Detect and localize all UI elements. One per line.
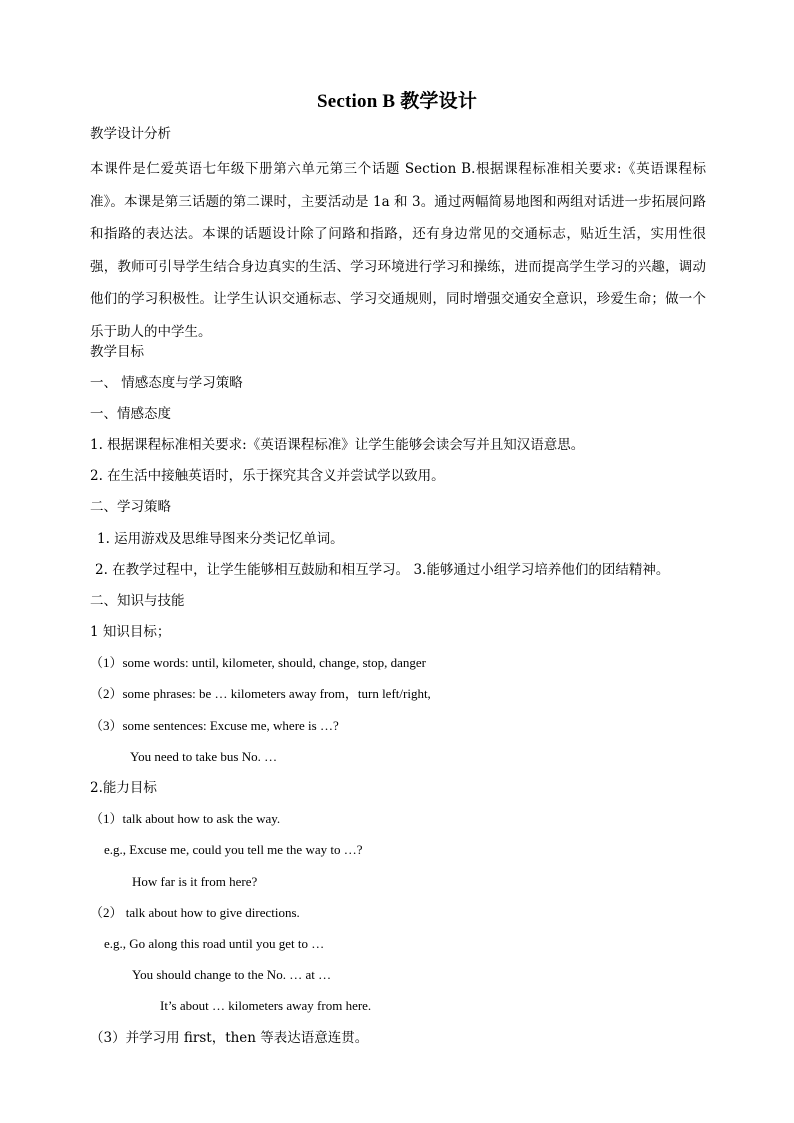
sub1-item-2: 2. 在生活中接触英语时，乐于探究其含义并尝试学以致用。: [90, 468, 445, 484]
ability-item-2-example: e.g., Go along this road until you get to …: [104, 936, 325, 951]
sub2-heading: 二、学习策略: [90, 499, 171, 515]
knowledge-item-3: （3）some sentences: Excuse me, where is …?: [90, 718, 339, 733]
section1-heading: 一、 情感态度与学习策略: [90, 375, 243, 391]
ability-item-2-example-3: It’s about … kilometers away from here.: [160, 998, 372, 1013]
analysis-heading: 教学设计分析: [90, 126, 171, 142]
ability-item-1-example: e.g., Excuse me, could you tell me the way to …?: [104, 842, 363, 857]
sub1-heading: 一、情感态度: [90, 406, 171, 422]
sub2-item-2: 2. 在教学过程中，让学生能够相互鼓励和相互学习。 3.能够通过小组学习培养他们的团结精神。: [95, 562, 670, 578]
ability-item-1: （1）talk about how to ask the way.: [90, 811, 281, 826]
document-title: Section B 教学设计: [316, 91, 478, 112]
ability-heading: 2.能力目标: [90, 780, 157, 796]
knowledge-item-2: （2）some phrases: be … kilometers away from，turn left/right,: [90, 686, 431, 701]
sub2-item-1: 1. 运用游戏及思维导图来分类记忆单词。: [97, 531, 344, 547]
ability-item-2-example-2: You should change to the No. … at …: [132, 967, 332, 982]
ability-item-1-example-2: How far is it from here?: [132, 874, 258, 889]
knowledge-item-1: （1）some words: until, kilometer, should, change, stop, danger: [90, 655, 426, 670]
knowledge-item-3-continued: You need to take bus No. …: [130, 749, 278, 764]
section2-heading: 二、知识与技能: [90, 593, 185, 609]
knowledge-heading: 1 知识目标；: [90, 624, 171, 640]
goals-heading: 教学目标: [90, 344, 144, 360]
analysis-paragraph: 本课件是仁爱英语七年级下册第六单元第三个话题 Section B.根据课程标准相关要求:《英语课程标准》。本课是第三话题的第二课时，主要活动是 1a 和 3。通过两幅简易地图和两组对话进一步拓展问路和指路的表达法。本课的话题设计除了问路和指路，还有身边常见的交通标志，贴近生活，实用性很强，教师可引导学生结合身边真实的生活、学习环境进行学习和操练，进而提高学生学习的兴趣，调动他们的学习积极性。让学生认识交通标志、学习交通规则，同时增强交通安全意识，珍爱生命；做一个乐于助人的中学生。: [90, 161, 706, 340]
ability-item-2: （2） talk about how to give directions.: [90, 905, 300, 920]
sub1-item-1: 1. 根据课程标准相关要求:《英语课程标准》让学生能够会读会写并且知汉语意思。: [90, 437, 585, 453]
ability-item-3: （3）并学习用 first，then 等表达语意连贯。: [90, 1030, 369, 1046]
